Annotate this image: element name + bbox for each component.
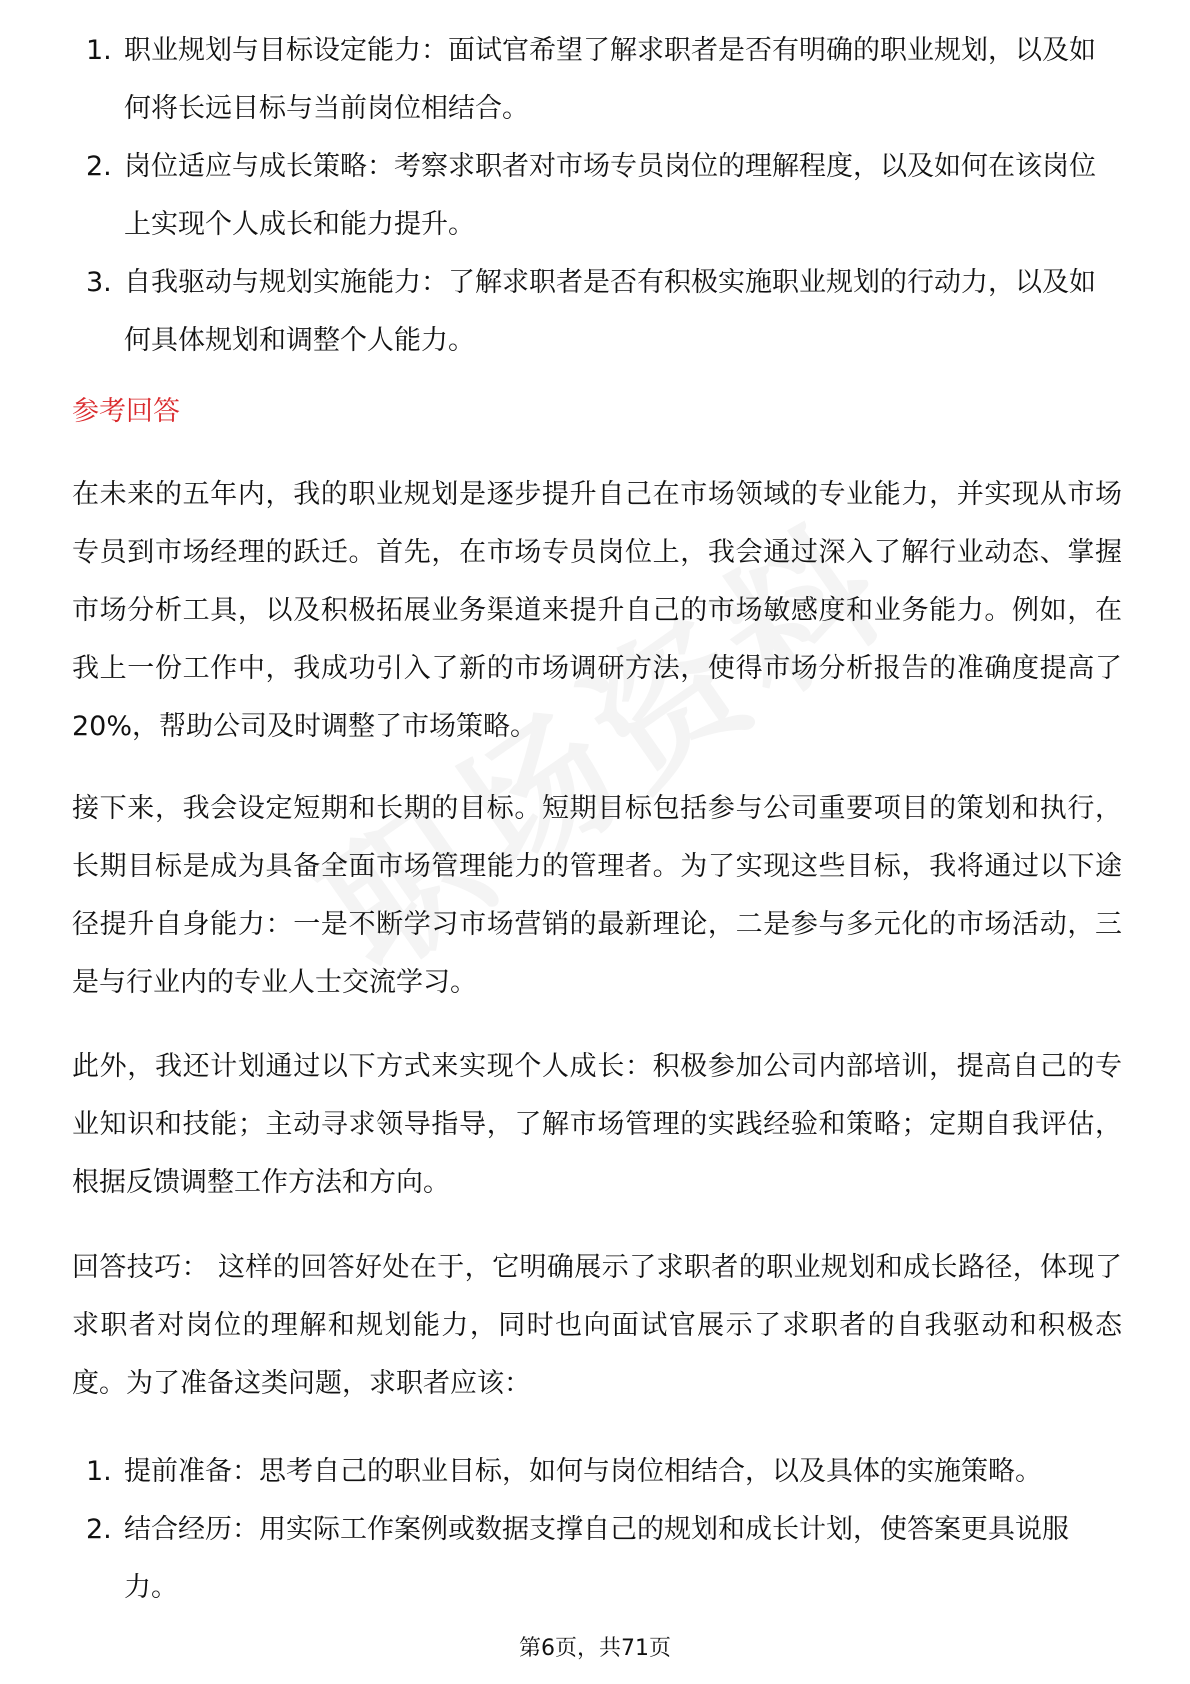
answer-tips-paragraph: 回答技巧： 这样的回答好处在于，它明确展示了求职者的职业规划和成长路径，体现了求职者对岗位的理解和规划能力，同时也向面试官展示了求职者的自我驱动和积极态度。为了准备这类问题，求职者应该：	[72, 1252, 1122, 1399]
paragraph: 在未来的五年内，我的职业规划是逐步提升自己在市场领域的专业能力，并实现从市场专员到市场经理的跃迁。首先，在市场专员岗位上，我会通过深入了解行业动态、掌握市场分析工具，以及积极拓展业务渠道来提升自己的市场敏感度和业务能力。例如，在我上一份工作中，我成功引入了新的市场调研方法，使得市场分析报告的准确度提高了20%，帮助公司及时调整了市场策略。	[72, 479, 1122, 742]
list-item-text: 提前准备：思考自己的职业目标，如何与岗位相结合，以及具体的实施策略。	[124, 1456, 1042, 1487]
bottom-numbered-list	[72, 1443, 1122, 1617]
list-item-text: 结合经历：用实际工作案例或数据支撑自己的规划和成长计划，使答案更具说服力。	[124, 1514, 1069, 1603]
page-footer: 第6页，共71页	[519, 1636, 671, 1661]
top-numbered-list	[72, 22, 1122, 370]
list-number: 1.	[86, 1456, 112, 1487]
list-item	[72, 1501, 1122, 1617]
list-item-text: 职业规划与目标设定能力：面试官希望了解求职者是否有明确的职业规划，以及如何将长远目标与当前岗位相结合。	[124, 35, 1096, 124]
list-item	[72, 1443, 1122, 1501]
list-item	[72, 138, 1122, 254]
list-number: 2.	[86, 151, 112, 182]
paragraph: 接下来，我会设定短期和长期的目标。短期目标包括参与公司重要项目的策划和执行，长期目标是成为具备全面市场管理能力的管理者。为了实现这些目标，我将通过以下途径提升自身能力：一是不断学习市场营销的最新理论，二是参与多元化的市场活动，三是与行业内的专业人士交流学习。	[72, 793, 1122, 998]
section-heading: 参考回答	[72, 396, 180, 427]
list-item-text: 自我驱动与规划实施能力：了解求职者是否有积极实施职业规划的行动力，以及如何具体规划和调整个人能力。	[124, 267, 1096, 356]
list-item-text: 岗位适应与成长策略：考察求职者对市场专员岗位的理解程度，以及如何在该岗位上实现个人成长和能力提升。	[124, 151, 1096, 240]
paragraph: 此外，我还计划通过以下方式来实现个人成长：积极参加公司内部培训，提高自己的专业知识和技能；主动寻求领导指导，了解市场管理的实践经验和策略；定期自我评估，根据反馈调整工作方法和方向。	[72, 1051, 1122, 1198]
list-item	[72, 254, 1122, 370]
list-number: 2.	[86, 1514, 112, 1545]
list-number: 1.	[86, 35, 112, 66]
list-item	[72, 22, 1122, 138]
list-number: 3.	[86, 267, 112, 298]
